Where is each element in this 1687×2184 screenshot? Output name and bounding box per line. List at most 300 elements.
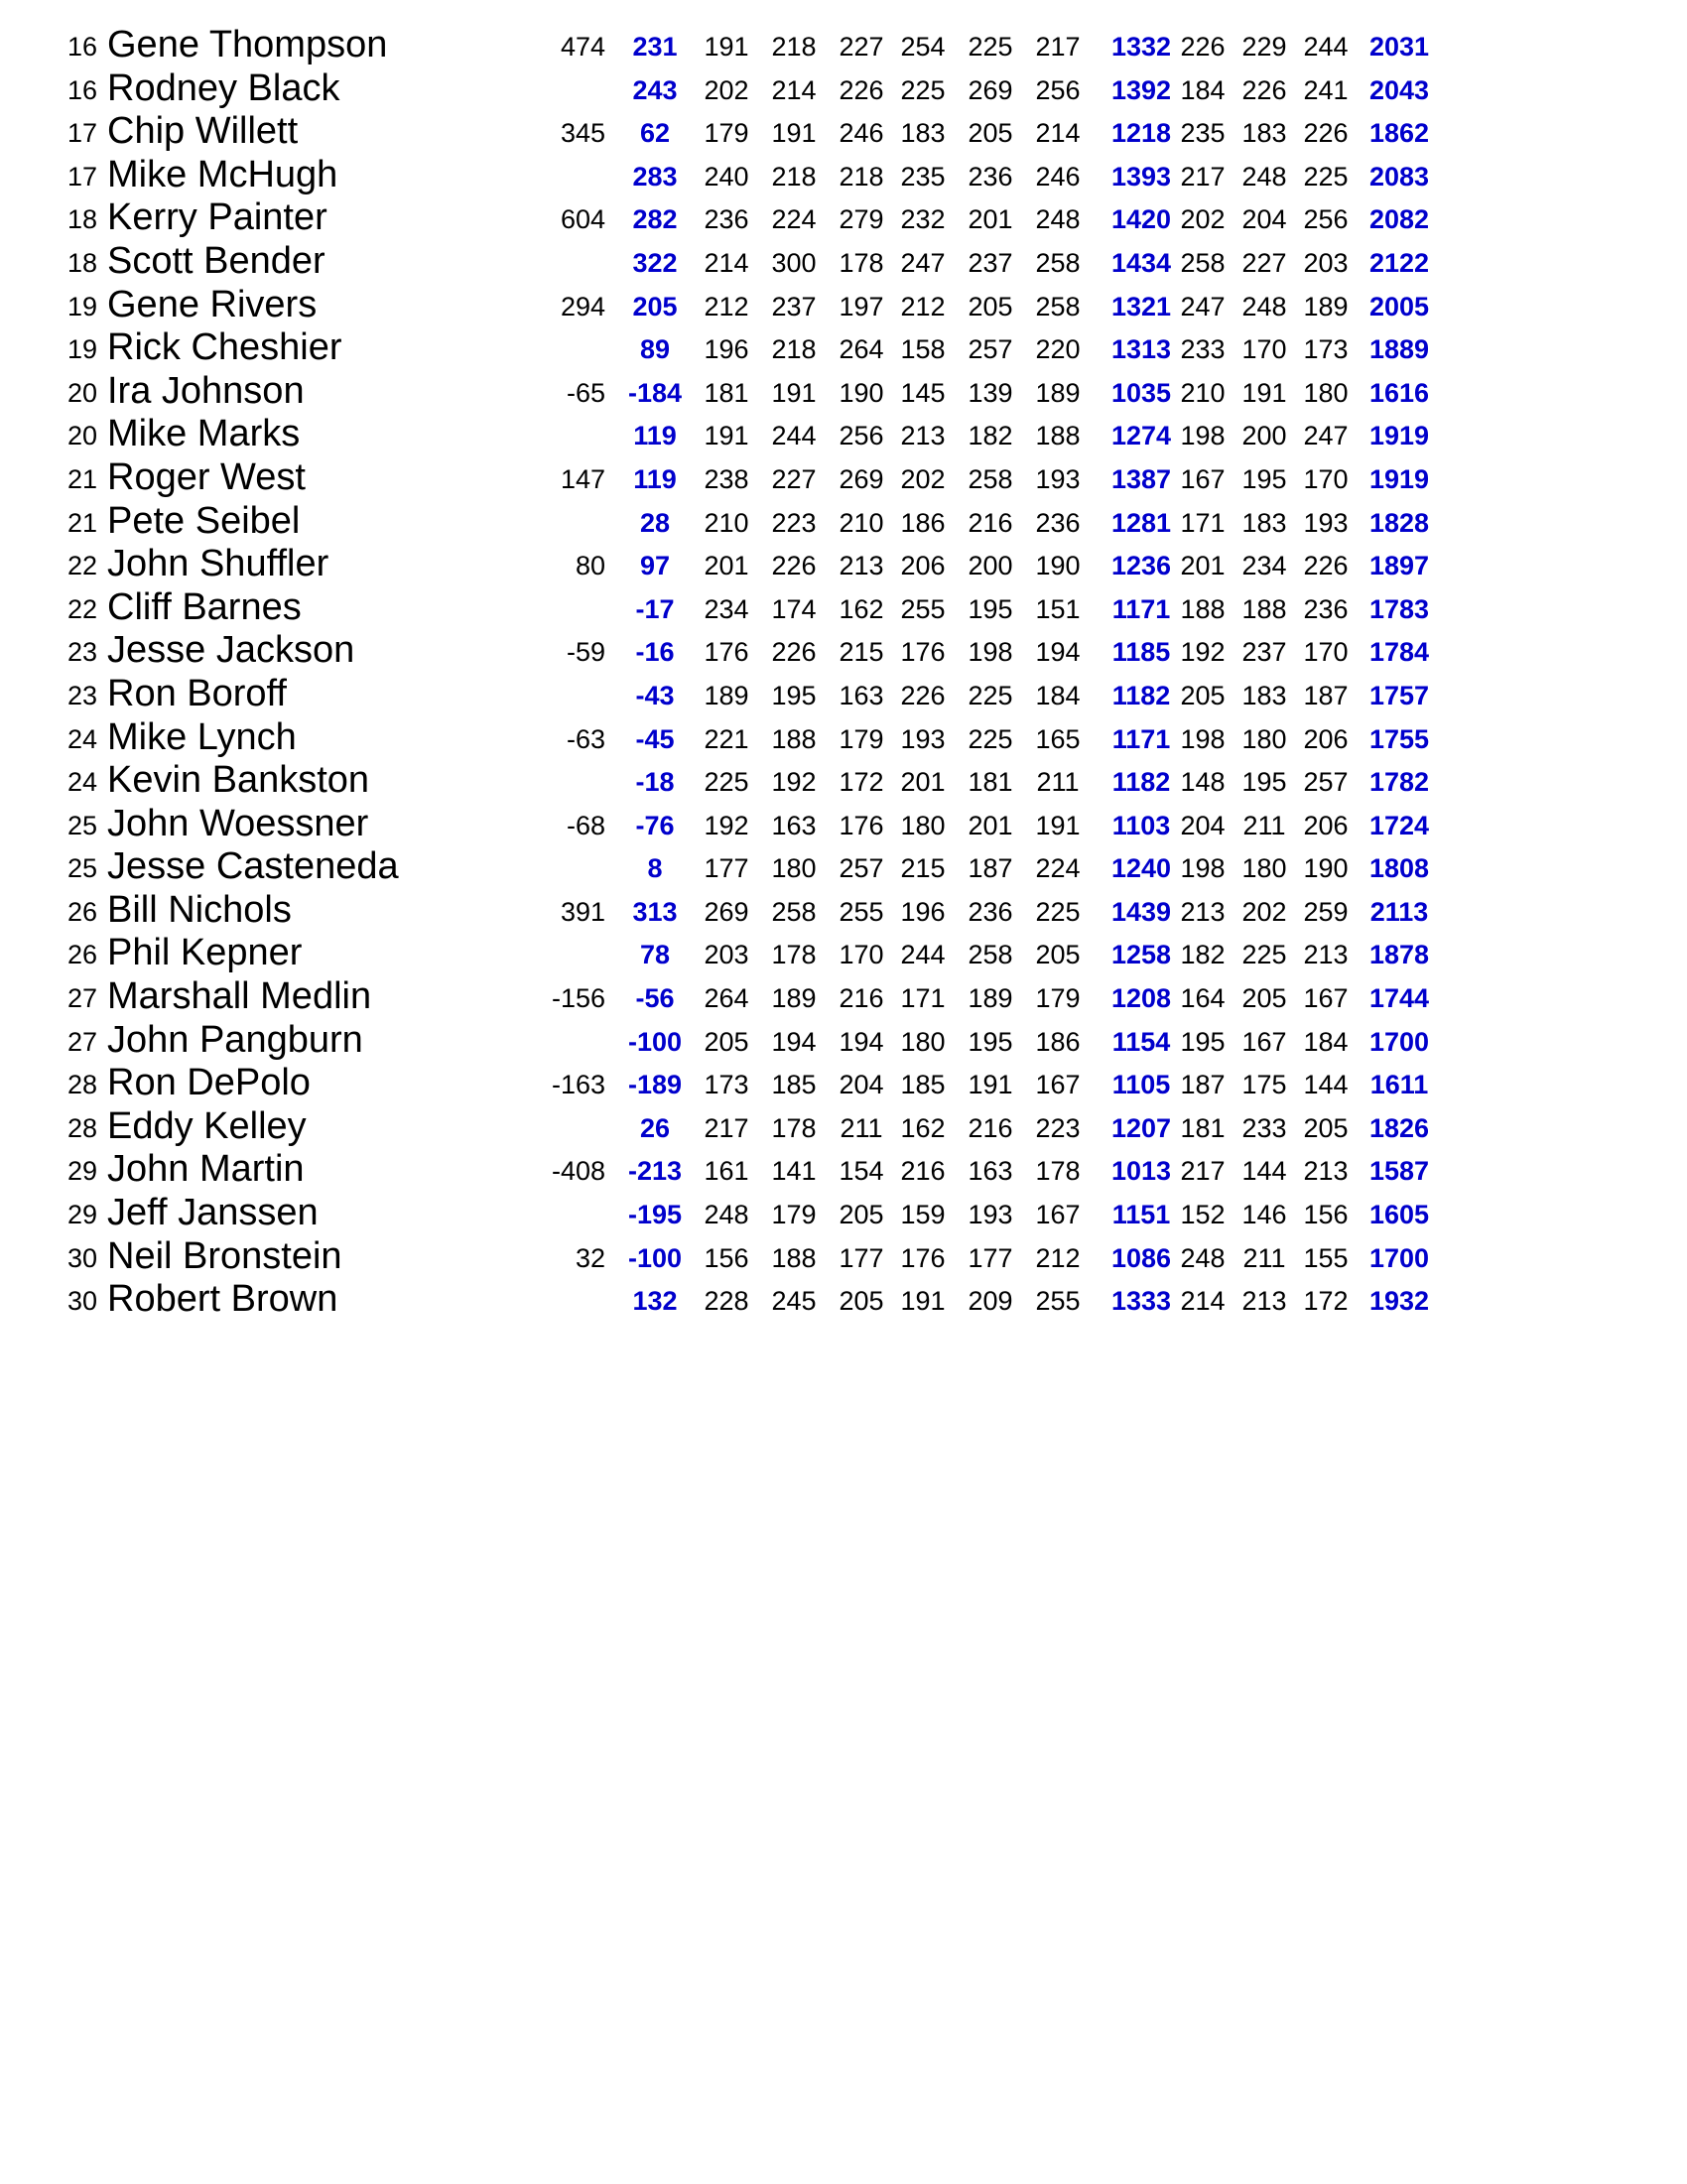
game-score: 237 <box>968 247 1013 278</box>
bowler-name: Ron Boroff <box>107 672 287 714</box>
game-score: 163 <box>839 680 884 710</box>
game-score: 151 <box>1035 593 1081 624</box>
prior-cell <box>516 498 605 542</box>
prior-cell: 604 <box>560 204 605 235</box>
bowler-name: Eddy Kelley <box>107 1104 307 1147</box>
game-score: 180 <box>1241 853 1287 884</box>
game-score: 179 <box>771 1200 817 1230</box>
game-score: 225 <box>968 680 1013 710</box>
game-score: 238 <box>704 463 749 494</box>
grand-total-cell: 2113 <box>1369 896 1429 927</box>
prior-cell: -68 <box>566 810 605 840</box>
subtotal-cell: 1313 <box>1110 334 1172 365</box>
bowler-name: Neil Bronstein <box>107 1234 342 1277</box>
rank-cell: 27 <box>66 983 97 1014</box>
grand-total-cell: 1784 <box>1368 637 1430 668</box>
net-cell: -16 <box>635 637 675 668</box>
table-row <box>0 454 1687 498</box>
bowler-name: John Shuffler <box>107 543 329 585</box>
game-score: 167 <box>1303 983 1349 1014</box>
game-score: 269 <box>839 463 884 494</box>
game-score: 179 <box>839 723 884 754</box>
net-cell: -56 <box>635 983 675 1014</box>
game-score: 203 <box>1303 247 1349 278</box>
game-score: 189 <box>1035 377 1081 408</box>
game-score: 203 <box>704 940 749 970</box>
game-score: 183 <box>900 118 946 149</box>
subtotal-cell: 1154 <box>1111 1026 1171 1057</box>
game-score: 244 <box>771 421 817 451</box>
game-score: 180 <box>900 810 946 840</box>
game-score: 212 <box>900 291 946 321</box>
game-score: 172 <box>839 767 884 798</box>
game-score: 212 <box>1035 1242 1081 1273</box>
prior-cell: 294 <box>560 291 605 321</box>
net-cell: -213 <box>627 1156 683 1187</box>
game-score: 248 <box>704 1200 749 1230</box>
rank-cell: 21 <box>66 507 97 538</box>
game-score: 171 <box>900 983 946 1014</box>
rank-cell: 22 <box>66 551 97 581</box>
table-row <box>0 282 1687 325</box>
rank-cell: 22 <box>66 593 97 624</box>
game-score: 213 <box>1241 1286 1287 1317</box>
game-score: 218 <box>839 161 884 192</box>
game-score: 174 <box>771 593 817 624</box>
game-score: 190 <box>1035 551 1081 581</box>
prior-cell: 32 <box>575 1242 605 1273</box>
game-score: 246 <box>839 118 884 149</box>
table-row <box>0 1017 1687 1061</box>
game-score: 155 <box>1303 1242 1349 1273</box>
grand-total-cell: 1889 <box>1368 334 1430 365</box>
game-score: 213 <box>1303 940 1349 970</box>
game-score: 217 <box>1035 32 1081 62</box>
game-score: 205 <box>968 118 1013 149</box>
game-score: 144 <box>1303 1070 1349 1100</box>
game-score: 235 <box>900 161 946 192</box>
game-score: 161 <box>704 1156 749 1187</box>
game-score: 195 <box>1241 767 1287 798</box>
game-score: 167 <box>1035 1200 1081 1230</box>
prior-cell <box>516 238 605 282</box>
game-score: 226 <box>771 637 817 668</box>
game-score: 226 <box>1241 74 1287 105</box>
rank-cell: 19 <box>66 334 97 365</box>
game-score: 228 <box>704 1286 749 1317</box>
rank-cell: 24 <box>66 723 97 754</box>
game-score: 202 <box>1180 204 1226 235</box>
game-score: 183 <box>1241 680 1287 710</box>
prior-cell <box>516 1017 605 1061</box>
game-score: 167 <box>1035 1070 1081 1100</box>
prior-cell <box>516 843 605 887</box>
net-cell: 8 <box>647 853 663 884</box>
game-score: 217 <box>704 1112 749 1143</box>
game-score: 198 <box>1180 421 1226 451</box>
grand-total-cell: 1611 <box>1369 1070 1429 1100</box>
grand-total-cell: 1724 <box>1368 810 1430 840</box>
game-score: 213 <box>839 551 884 581</box>
grand-total-cell: 1919 <box>1368 421 1430 451</box>
game-score: 204 <box>839 1070 884 1100</box>
game-score: 225 <box>1241 940 1287 970</box>
prior-cell <box>516 930 605 973</box>
table-row <box>0 411 1687 454</box>
game-score: 202 <box>900 463 946 494</box>
subtotal-cell: 1182 <box>1111 680 1171 710</box>
net-cell: 28 <box>639 507 671 538</box>
game-score: 226 <box>839 74 884 105</box>
game-score: 236 <box>968 896 1013 927</box>
game-score: 221 <box>704 723 749 754</box>
game-score: 192 <box>704 810 749 840</box>
game-score: 240 <box>704 161 749 192</box>
bowler-name: Bill Nichols <box>107 888 292 931</box>
game-score: 158 <box>900 334 946 365</box>
grand-total-cell: 2005 <box>1368 291 1430 321</box>
bowler-name: Gene Rivers <box>107 283 318 325</box>
prior-cell: -156 <box>551 983 605 1014</box>
game-score: 210 <box>1180 377 1226 408</box>
game-score: 156 <box>1303 1200 1349 1230</box>
bowler-name: Phil Kepner <box>107 932 303 974</box>
subtotal-cell: 1392 <box>1110 74 1172 105</box>
game-score: 213 <box>1303 1156 1349 1187</box>
game-score: 159 <box>900 1200 946 1230</box>
rank-cell: 16 <box>66 74 97 105</box>
game-score: 177 <box>968 1242 1013 1273</box>
game-score: 255 <box>839 896 884 927</box>
table-row <box>0 65 1687 109</box>
grand-total-cell: 1700 <box>1368 1026 1430 1057</box>
table-row <box>0 108 1687 152</box>
game-score: 191 <box>968 1070 1013 1100</box>
prior-cell <box>516 324 605 368</box>
grand-total-cell: 2083 <box>1368 161 1430 192</box>
bowler-name: Gene Thompson <box>107 24 388 65</box>
game-score: 234 <box>1241 551 1287 581</box>
game-score: 190 <box>839 377 884 408</box>
grand-total-cell: 2122 <box>1368 247 1430 278</box>
subtotal-cell: 1332 <box>1110 32 1172 62</box>
game-score: 213 <box>1180 896 1226 927</box>
game-score: 191 <box>1241 377 1287 408</box>
net-cell: 62 <box>639 118 671 149</box>
prior-cell: 391 <box>560 896 605 927</box>
game-score: 181 <box>704 377 749 408</box>
rank-cell: 17 <box>66 161 97 192</box>
table-row <box>0 671 1687 714</box>
game-score: 218 <box>771 334 817 365</box>
prior-cell <box>516 584 605 628</box>
game-score: 256 <box>1303 204 1349 235</box>
game-score: 197 <box>839 291 884 321</box>
prior-cell <box>516 411 605 454</box>
game-score: 201 <box>968 204 1013 235</box>
game-score: 176 <box>900 637 946 668</box>
table-row <box>0 1190 1687 1233</box>
game-score: 248 <box>1035 204 1081 235</box>
game-score: 247 <box>1303 421 1349 451</box>
bowler-name: Pete Seibel <box>107 499 301 542</box>
subtotal-cell: 1240 <box>1110 853 1172 884</box>
game-score: 167 <box>1241 1026 1287 1057</box>
game-score: 225 <box>1303 161 1349 192</box>
game-score: 201 <box>1180 551 1226 581</box>
grand-total-cell: 1700 <box>1368 1242 1430 1273</box>
game-score: 229 <box>1241 32 1287 62</box>
game-score: 198 <box>1180 723 1226 754</box>
prior-cell: 80 <box>575 551 605 581</box>
grand-total-cell: 2031 <box>1368 32 1430 62</box>
game-score: 211 <box>1036 767 1080 798</box>
game-score: 226 <box>771 551 817 581</box>
game-score: 205 <box>1241 983 1287 1014</box>
net-cell: 205 <box>632 291 678 321</box>
bowler-name: John Martin <box>107 1148 305 1191</box>
net-cell: 89 <box>639 334 671 365</box>
game-score: 205 <box>1035 940 1081 970</box>
grand-total-cell: 1897 <box>1368 551 1430 581</box>
game-score: 192 <box>1180 637 1226 668</box>
subtotal-cell: 1387 <box>1110 463 1172 494</box>
net-cell: -184 <box>627 377 683 408</box>
game-score: 236 <box>704 204 749 235</box>
game-score: 177 <box>839 1242 884 1273</box>
game-score: 237 <box>1241 637 1287 668</box>
game-score: 269 <box>704 896 749 927</box>
game-score: 204 <box>1180 810 1226 840</box>
game-score: 227 <box>1241 247 1287 278</box>
game-score: 180 <box>1303 377 1349 408</box>
game-score: 181 <box>968 767 1013 798</box>
game-score: 259 <box>1303 896 1349 927</box>
grand-total-cell: 1878 <box>1368 940 1430 970</box>
standings-table <box>0 22 1687 1320</box>
game-score: 178 <box>839 247 884 278</box>
net-cell: 322 <box>632 247 678 278</box>
game-score: 188 <box>771 1242 817 1273</box>
table-row <box>0 1146 1687 1190</box>
rank-cell: 27 <box>66 1026 97 1057</box>
game-score: 248 <box>1241 291 1287 321</box>
game-score: 244 <box>900 940 946 970</box>
game-score: 300 <box>771 247 817 278</box>
rank-cell: 25 <box>66 853 97 884</box>
bowler-name: Scott Bender <box>107 239 325 282</box>
table-row <box>0 714 1687 758</box>
prior-cell: 474 <box>560 32 605 62</box>
game-score: 196 <box>704 334 749 365</box>
game-score: 176 <box>900 1242 946 1273</box>
game-score: 233 <box>1180 334 1226 365</box>
game-score: 139 <box>968 377 1013 408</box>
rank-cell: 23 <box>66 680 97 710</box>
bowler-name: Ron DePolo <box>107 1062 311 1104</box>
subtotal-cell: 1218 <box>1110 118 1172 149</box>
game-score: 235 <box>1180 118 1226 149</box>
prior-cell: -59 <box>566 637 605 668</box>
game-score: 264 <box>704 983 749 1014</box>
game-score: 214 <box>1180 1286 1226 1317</box>
game-score: 182 <box>1180 940 1226 970</box>
game-score: 210 <box>704 507 749 538</box>
game-score: 186 <box>1035 1026 1081 1057</box>
subtotal-cell: 1105 <box>1111 1070 1171 1100</box>
grand-total-cell: 2043 <box>1368 74 1430 105</box>
rank-cell: 18 <box>66 247 97 278</box>
game-score: 226 <box>1303 118 1349 149</box>
game-score: 227 <box>771 463 817 494</box>
net-cell: 283 <box>632 161 678 192</box>
game-score: 247 <box>1180 291 1226 321</box>
grand-total-cell: 1783 <box>1368 593 1430 624</box>
game-score: 214 <box>1035 118 1081 149</box>
bowler-name: Jesse Casteneda <box>107 845 399 888</box>
game-score: 206 <box>900 551 946 581</box>
prior-cell: 345 <box>560 118 605 149</box>
game-score: 223 <box>771 507 817 538</box>
game-score: 178 <box>771 940 817 970</box>
game-score: 206 <box>1303 810 1349 840</box>
grand-total-cell: 1782 <box>1368 767 1430 798</box>
net-cell: -195 <box>627 1200 683 1230</box>
game-score: 164 <box>1180 983 1226 1014</box>
grand-total-cell: 1755 <box>1368 723 1430 754</box>
subtotal-cell: 1013 <box>1110 1156 1172 1187</box>
game-score: 188 <box>1035 421 1081 451</box>
subtotal-cell: 1182 <box>1111 767 1171 798</box>
grand-total-cell: 1808 <box>1368 853 1430 884</box>
table-row <box>0 887 1687 931</box>
table-row <box>0 498 1687 542</box>
net-cell: -189 <box>627 1070 683 1100</box>
game-score: 237 <box>771 291 817 321</box>
grand-total-cell: 1862 <box>1368 118 1430 149</box>
game-score: 205 <box>704 1026 749 1057</box>
table-row <box>0 757 1687 801</box>
game-score: 195 <box>771 680 817 710</box>
game-score: 215 <box>839 637 884 668</box>
game-score: 205 <box>1180 680 1226 710</box>
table-row <box>0 843 1687 887</box>
game-score: 188 <box>1241 593 1287 624</box>
bowler-name: Mike McHugh <box>107 153 338 195</box>
game-score: 172 <box>1303 1286 1349 1317</box>
game-score: 178 <box>771 1112 817 1143</box>
game-score: 225 <box>704 767 749 798</box>
game-score: 264 <box>839 334 884 365</box>
game-score: 257 <box>968 334 1013 365</box>
game-score: 269 <box>968 74 1013 105</box>
net-cell: 97 <box>639 551 671 581</box>
game-score: 156 <box>704 1242 749 1273</box>
game-score: 188 <box>771 723 817 754</box>
game-score: 201 <box>900 767 946 798</box>
rank-cell: 20 <box>66 421 97 451</box>
game-score: 224 <box>1035 853 1081 884</box>
table-row <box>0 238 1687 282</box>
game-score: 184 <box>1035 680 1081 710</box>
bowler-name: Ira Johnson <box>107 369 305 412</box>
rank-cell: 17 <box>66 118 97 149</box>
game-score: 217 <box>1180 1156 1226 1187</box>
game-score: 193 <box>1303 507 1349 538</box>
game-score: 209 <box>968 1286 1013 1317</box>
game-score: 145 <box>900 377 946 408</box>
rank-cell: 24 <box>66 767 97 798</box>
game-score: 184 <box>1180 74 1226 105</box>
game-score: 171 <box>1180 507 1226 538</box>
subtotal-cell: 1236 <box>1110 551 1172 581</box>
game-score: 215 <box>900 853 946 884</box>
game-score: 232 <box>900 204 946 235</box>
net-cell: -76 <box>635 810 675 840</box>
bowler-name: John Woessner <box>107 802 369 844</box>
bowler-name: Chip Willett <box>107 110 299 153</box>
game-score: 247 <box>900 247 946 278</box>
table-row <box>0 973 1687 1017</box>
bowler-name: Mike Lynch <box>107 715 297 758</box>
game-score: 187 <box>1180 1070 1226 1100</box>
table-row <box>0 152 1687 195</box>
net-cell: 119 <box>633 463 677 494</box>
rank-cell: 25 <box>66 810 97 840</box>
game-score: 279 <box>839 204 884 235</box>
game-score: 187 <box>1303 680 1349 710</box>
game-score: 198 <box>1180 853 1226 884</box>
game-score: 184 <box>1303 1026 1349 1057</box>
bowler-name: Kerry Painter <box>107 196 327 239</box>
subtotal-cell: 1207 <box>1110 1112 1172 1143</box>
net-cell: -43 <box>635 680 675 710</box>
rank-cell: 26 <box>66 940 97 970</box>
game-score: 162 <box>900 1112 946 1143</box>
game-score: 210 <box>839 507 884 538</box>
game-score: 225 <box>1035 896 1081 927</box>
game-score: 191 <box>771 118 817 149</box>
game-score: 255 <box>900 593 946 624</box>
game-score: 165 <box>1035 723 1081 754</box>
subtotal-cell: 1171 <box>1111 723 1171 754</box>
game-score: 200 <box>1241 421 1287 451</box>
net-cell: -45 <box>635 723 675 754</box>
net-cell: 26 <box>639 1112 671 1143</box>
game-score: 258 <box>1180 247 1226 278</box>
game-score: 180 <box>1241 723 1287 754</box>
prior-cell: -163 <box>551 1070 605 1100</box>
game-score: 191 <box>704 421 749 451</box>
game-score: 175 <box>1241 1070 1287 1100</box>
game-score: 225 <box>968 32 1013 62</box>
game-score: 226 <box>1180 32 1226 62</box>
rank-cell: 26 <box>66 896 97 927</box>
game-score: 177 <box>704 853 749 884</box>
game-score: 216 <box>968 507 1013 538</box>
game-score: 218 <box>771 161 817 192</box>
game-score: 212 <box>704 291 749 321</box>
game-score: 234 <box>704 593 749 624</box>
game-score: 202 <box>704 74 749 105</box>
game-score: 225 <box>900 74 946 105</box>
net-cell: -17 <box>635 593 675 624</box>
subtotal-cell: 1420 <box>1110 204 1172 235</box>
net-cell: -100 <box>627 1026 683 1057</box>
rank-cell: 28 <box>66 1112 97 1143</box>
game-score: 190 <box>1303 853 1349 884</box>
bowler-name: Rodney Black <box>107 66 340 109</box>
